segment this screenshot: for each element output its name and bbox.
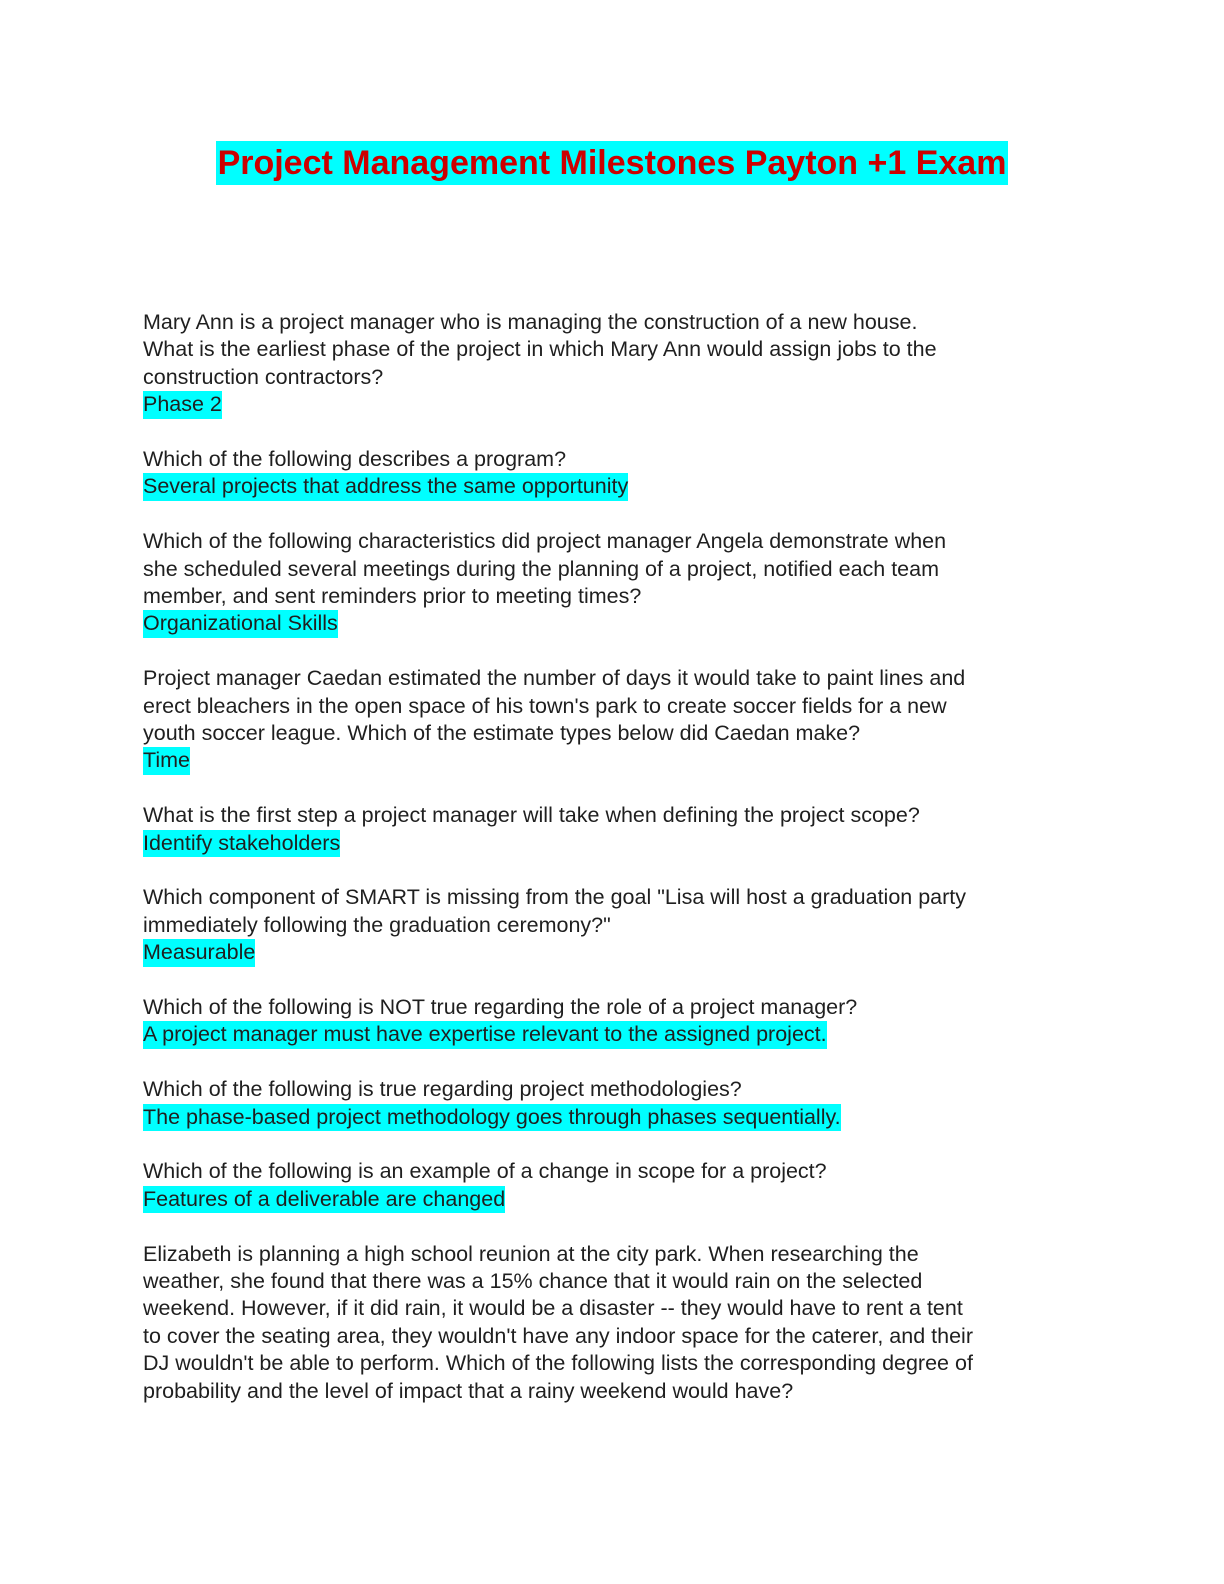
question-item [143,1158,1073,1213]
answer-text: Measurable [143,939,255,966]
question-text: Which of the following is an example of a change in scope for a project? [143,1159,827,1184]
question-text: Project manager Caedan estimated the number of days it would take to paint lines and erect bleachers in the open space of his town's park to create soccer fields for a new youth soccer league. Which of the estimate types below did Caedan make? [143,666,966,746]
question-text: Mary Ann is a project manager who is managing the construction of a new house. What is the earliest phase of the project in which Mary Ann would assign jobs to the construction contractors? [143,310,937,389]
question-text: What is the first step a project manager will take when defining the project scope? [143,803,920,828]
answer-text: Several projects that address the same opportunity [143,473,628,500]
question-text: Which of the following characteristics did project manager Angela demonstrate when she scheduled several meetings during the planning of a project, notified each team member, and sent reminders prior to meeting times? [143,529,947,609]
answer-text: A project manager must have expertise relevant to the assigned project. [143,1021,827,1048]
question-text: Which of the following describes a program? [143,447,567,472]
question-item [143,528,1073,638]
question-text: Which of the following is NOT true regarding the role of a project manager? [143,995,858,1020]
page-title: Project Management Milestones Payton +1 Exam [216,141,1009,185]
answer-text: Time [143,747,190,774]
title-container [0,141,1224,185]
question-item [143,446,1073,501]
question-text: Elizabeth is planning a high school reunion at the city park. When researching the weather, she found that there was a 15% chance that it would rain on the selected weekend. However, if it did rain, it would be a disaster -- they would have to rent a tent to cover the seating area, they wouldn't have any indoor space for the caterer, and their DJ wouldn't be able to perform. Which of the following lists the corresponding degree of probability and the level of impact that a rainy weekend would have? [143,1241,973,1403]
question-item [143,1241,1073,1405]
answer-text: The phase-based project methodology goes through phases sequentially. [143,1104,841,1131]
answer-text: Identify stakeholders [143,830,340,857]
question-list [143,309,1073,1433]
question-text: Which of the following is true regarding project methodologies? [143,1077,742,1102]
question-text: Which component of SMART is missing from the goal "Lisa will host a graduation party immediately following the graduation ceremony?" [143,885,967,937]
question-item [143,309,1073,419]
question-item [143,802,1073,857]
answer-text: Phase 2 [143,391,222,418]
answer-text: Organizational Skills [143,610,338,637]
question-item [143,665,1073,775]
question-item [143,884,1073,966]
answer-text: Features of a deliverable are changed [143,1186,505,1213]
question-item [143,1076,1073,1131]
question-item [143,994,1073,1049]
